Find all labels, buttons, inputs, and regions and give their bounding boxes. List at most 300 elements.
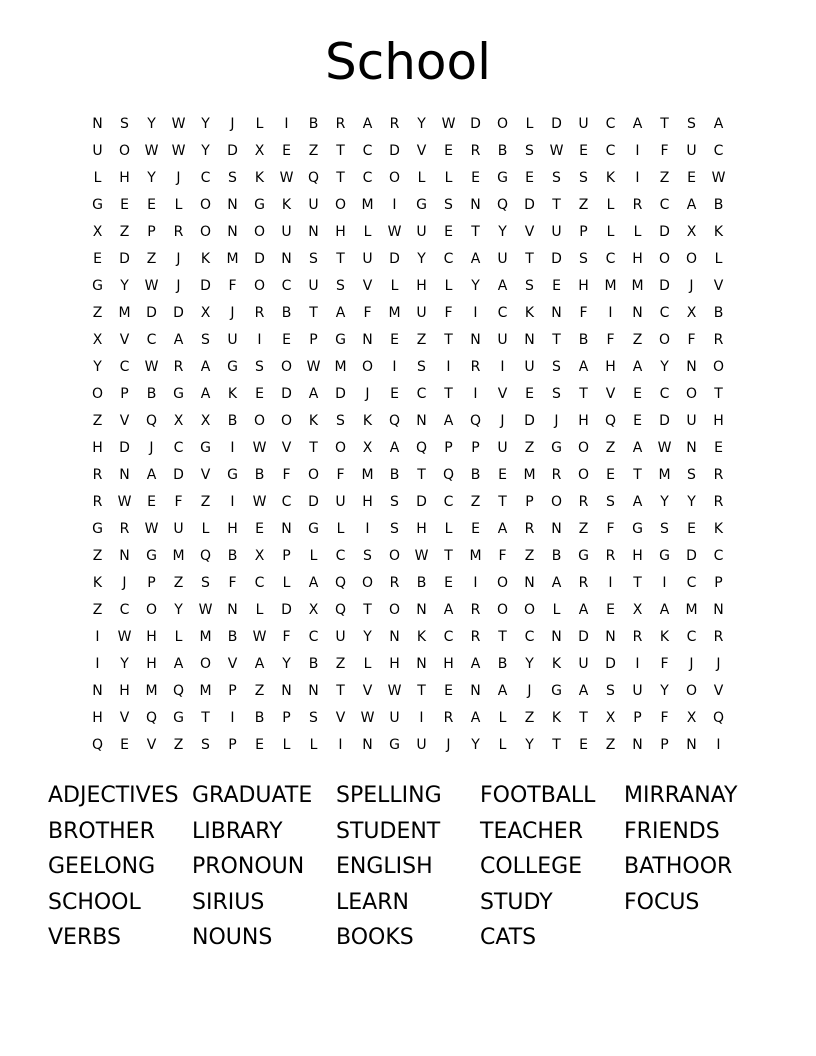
grid-letter: H — [713, 413, 724, 429]
grid-letter: K — [713, 224, 724, 240]
grid-letter: J — [365, 386, 370, 402]
grid-letter: O — [685, 251, 698, 267]
grid-letter: M — [199, 629, 212, 645]
grid-letter: C — [524, 629, 535, 645]
grid-letter: P — [147, 575, 156, 591]
grid-letter: O — [91, 386, 104, 402]
grid-letter: V — [605, 386, 616, 402]
grid-letter: H — [92, 440, 103, 456]
grid-letter: C — [713, 548, 724, 564]
grid-letter: A — [308, 386, 319, 402]
grid-letter: W — [171, 143, 186, 159]
grid-letter: V — [119, 413, 130, 429]
grid-letter: O — [199, 197, 212, 213]
grid-letter: D — [308, 494, 319, 510]
grid-letter: M — [334, 359, 347, 375]
grid-letter: Z — [524, 440, 535, 456]
grid-letter: A — [389, 440, 400, 456]
grid-letter: X — [200, 413, 211, 429]
grid-letter: H — [416, 521, 427, 537]
grid-letter: Y — [687, 494, 696, 510]
grid-letter: F — [363, 305, 372, 321]
grid-letter: R — [713, 332, 724, 348]
grid-row — [84, 165, 732, 192]
grid-letter: A — [497, 683, 508, 699]
grid-row — [84, 138, 732, 165]
grid-letter: R — [470, 602, 481, 618]
grid-letter: S — [309, 251, 318, 267]
grid-letter: G — [389, 737, 400, 753]
grid-letter: I — [392, 197, 397, 213]
grid-letter: U — [227, 332, 238, 348]
grid-letter: A — [632, 116, 643, 132]
grid-letter: N — [470, 332, 481, 348]
grid-letter: Y — [120, 656, 129, 672]
grid-letter: C — [605, 251, 616, 267]
grid-letter: D — [659, 224, 670, 240]
grid-letter: D — [551, 251, 562, 267]
grid-letter: E — [525, 170, 534, 186]
grid-letter: H — [146, 629, 157, 645]
grid-letter: L — [633, 224, 642, 240]
grid-letter: C — [416, 386, 427, 402]
grid-letter: V — [335, 710, 346, 726]
grid-letter: N — [362, 737, 373, 753]
word-list-item: GRADUATE — [192, 783, 313, 808]
grid-letter: U — [416, 737, 427, 753]
grid-letter: O — [712, 359, 725, 375]
grid-letter: B — [254, 467, 265, 483]
grid-letter: N — [632, 305, 643, 321]
grid-letter: I — [446, 359, 451, 375]
grid-letter: W — [657, 440, 672, 456]
grid-letter: A — [308, 575, 319, 591]
grid-letter: B — [227, 629, 238, 645]
grid-letter: S — [417, 359, 426, 375]
grid-letter: L — [714, 251, 723, 267]
grid-letter: A — [146, 467, 157, 483]
grid-letter: D — [119, 440, 130, 456]
word-row — [48, 778, 788, 814]
grid-letter: I — [716, 737, 721, 753]
grid-letter: Y — [174, 602, 183, 618]
grid-letter: T — [552, 737, 561, 753]
grid-letter: M — [658, 467, 671, 483]
grid-letter: B — [308, 656, 319, 672]
grid-letter: I — [500, 359, 505, 375]
grid-letter: N — [227, 197, 238, 213]
grid-letter: E — [390, 386, 399, 402]
grid-row — [84, 705, 732, 732]
grid-letter: T — [444, 386, 453, 402]
grid-letter: U — [389, 710, 400, 726]
grid-letter: X — [632, 602, 643, 618]
grid-letter: O — [334, 440, 347, 456]
grid-letter: W — [144, 359, 159, 375]
grid-letter: S — [390, 521, 399, 537]
grid-letter: Z — [416, 332, 427, 348]
grid-letter: O — [523, 602, 536, 618]
grid-letter: D — [146, 305, 157, 321]
grid-letter: H — [335, 224, 346, 240]
grid-letter: D — [659, 413, 670, 429]
grid-letter: M — [145, 683, 158, 699]
grid-letter: C — [308, 629, 319, 645]
grid-letter: R — [605, 548, 616, 564]
grid-letter: U — [632, 683, 643, 699]
grid-letter: S — [444, 197, 453, 213]
grid-letter: M — [388, 305, 401, 321]
grid-letter: E — [471, 521, 480, 537]
grid-letter: P — [714, 575, 723, 591]
grid-letter: L — [201, 521, 210, 537]
grid-letter: F — [444, 305, 453, 321]
grid-letter: A — [470, 656, 481, 672]
grid-letter: B — [497, 143, 508, 159]
grid-letter: T — [552, 197, 561, 213]
grid-letter: U — [686, 413, 697, 429]
grid-letter: A — [470, 710, 481, 726]
word-list-item: MIRRANAY — [624, 783, 738, 808]
grid-letter: E — [282, 143, 291, 159]
grid-letter: C — [173, 440, 184, 456]
grid-letter: T — [444, 332, 453, 348]
grid-letter: I — [365, 521, 370, 537]
grid-letter: X — [92, 332, 103, 348]
grid-letter: C — [335, 548, 346, 564]
grid-letter: J — [446, 737, 451, 753]
grid-letter: J — [230, 116, 235, 132]
grid-letter: U — [335, 629, 346, 645]
grid-letter: R — [524, 521, 535, 537]
grid-row — [84, 570, 732, 597]
grid-letter: T — [525, 251, 534, 267]
grid-letter: O — [334, 197, 347, 213]
grid-letter: U — [308, 278, 319, 294]
word-row — [48, 885, 788, 921]
grid-letter: Q — [496, 197, 509, 213]
grid-letter: O — [199, 224, 212, 240]
grid-letter: E — [444, 143, 453, 159]
grid-letter: E — [390, 332, 399, 348]
grid-letter: O — [388, 170, 401, 186]
grid-letter: U — [173, 521, 184, 537]
grid-row — [84, 381, 732, 408]
grid-letter: X — [605, 710, 616, 726]
grid-letter: C — [686, 575, 697, 591]
grid-letter: M — [523, 467, 536, 483]
grid-letter: G — [173, 710, 184, 726]
grid-letter: F — [498, 548, 507, 564]
grid-letter: M — [469, 548, 482, 564]
grid-letter: Y — [363, 629, 372, 645]
grid-letter: A — [551, 575, 562, 591]
grid-letter: Z — [92, 548, 103, 564]
grid-letter: G — [173, 386, 184, 402]
grid-letter: F — [687, 332, 696, 348]
grid-letter: L — [363, 224, 372, 240]
grid-letter: B — [389, 467, 400, 483]
grid-row — [84, 597, 732, 624]
grid-letter: D — [524, 197, 535, 213]
grid-letter: D — [254, 251, 265, 267]
grid-letter: F — [606, 332, 615, 348]
grid-letter: A — [686, 197, 697, 213]
grid-letter: J — [122, 575, 127, 591]
grid-letter: N — [686, 440, 697, 456]
grid-letter: R — [92, 494, 103, 510]
grid-letter: Q — [145, 413, 158, 429]
grid-letter: O — [685, 386, 698, 402]
grid-letter: G — [308, 521, 319, 537]
grid-letter: P — [579, 224, 588, 240]
grid-letter: L — [93, 170, 102, 186]
grid-letter: N — [227, 224, 238, 240]
grid-letter: T — [201, 710, 210, 726]
word-list-item: VERBS — [48, 925, 121, 951]
grid-row — [84, 543, 732, 570]
grid-letter: T — [498, 494, 507, 510]
grid-letter: W — [144, 521, 159, 537]
grid-letter: N — [389, 629, 400, 645]
grid-letter: K — [551, 656, 562, 672]
word-row — [48, 814, 788, 850]
grid-letter: I — [392, 359, 397, 375]
grid-letter: T — [633, 575, 642, 591]
grid-letter: B — [146, 386, 157, 402]
grid-letter: A — [497, 521, 508, 537]
grid-letter: C — [254, 575, 265, 591]
grid-letter: D — [416, 494, 427, 510]
grid-letter: Z — [659, 170, 670, 186]
word-list-item: ENGLISH — [336, 854, 433, 880]
grid-letter: Z — [200, 494, 211, 510]
grid-letter: J — [689, 278, 694, 294]
grid-letter: O — [496, 602, 509, 618]
grid-letter: E — [579, 143, 588, 159]
grid-letter: J — [149, 440, 154, 456]
grid-letter: N — [524, 575, 535, 591]
grid-letter: E — [147, 197, 156, 213]
grid-letter: R — [119, 521, 130, 537]
grid-letter: F — [174, 494, 183, 510]
grid-letter: O — [253, 278, 266, 294]
grid-letter: D — [524, 413, 535, 429]
grid-letter: Z — [119, 224, 130, 240]
grid-letter: W — [144, 143, 159, 159]
grid-letter: Q — [307, 170, 320, 186]
word-row — [48, 920, 788, 956]
grid-letter: E — [282, 332, 291, 348]
grid-letter: Y — [93, 359, 102, 375]
grid-letter: I — [95, 629, 100, 645]
grid-letter: S — [579, 170, 588, 186]
grid-letter: L — [309, 737, 318, 753]
word-list-item: GEELONG — [48, 854, 156, 880]
grid-letter: Q — [199, 548, 212, 564]
grid-letter: A — [659, 602, 670, 618]
grid-row — [84, 516, 732, 543]
grid-letter: N — [119, 467, 130, 483]
grid-letter: V — [713, 278, 724, 294]
grid-letter: C — [497, 305, 508, 321]
grid-letter: O — [118, 143, 131, 159]
grid-letter: I — [257, 332, 262, 348]
grid-letter: J — [527, 683, 532, 699]
grid-letter: D — [173, 467, 184, 483]
grid-letter: Z — [173, 737, 184, 753]
grid-letter: F — [579, 305, 588, 321]
grid-letter: X — [686, 305, 697, 321]
grid-letter: D — [551, 116, 562, 132]
grid-letter: Z — [92, 305, 103, 321]
grid-letter: K — [551, 710, 562, 726]
grid-letter: C — [659, 305, 670, 321]
grid-letter: K — [713, 521, 724, 537]
grid-row — [84, 732, 732, 759]
grid-letter: C — [281, 494, 292, 510]
grid-letter: W — [387, 224, 402, 240]
grid-letter: C — [362, 143, 373, 159]
grid-letter: N — [308, 683, 319, 699]
grid-letter: O — [388, 602, 401, 618]
grid-letter: C — [443, 494, 454, 510]
grid-letter: S — [579, 251, 588, 267]
grid-letter: Q — [91, 737, 104, 753]
grid-letter: W — [711, 170, 726, 186]
grid-letter: J — [230, 305, 235, 321]
grid-letter: P — [120, 386, 129, 402]
grid-letter: H — [605, 359, 616, 375]
grid-letter: L — [363, 656, 372, 672]
grid-letter: E — [120, 737, 129, 753]
grid-letter: D — [281, 386, 292, 402]
grid-letter: F — [606, 521, 615, 537]
grid-letter: K — [524, 305, 535, 321]
grid-letter: E — [255, 386, 264, 402]
grid-letter: C — [659, 386, 670, 402]
grid-letter: P — [228, 683, 237, 699]
grid-letter: H — [227, 521, 238, 537]
grid-letter: J — [176, 170, 181, 186]
word-list-item: ADJECTIVES — [48, 783, 179, 808]
grid-letter: O — [280, 359, 293, 375]
grid-letter: Z — [524, 710, 535, 726]
grid-letter: V — [146, 737, 157, 753]
grid-letter: Y — [660, 494, 669, 510]
grid-letter: O — [658, 332, 671, 348]
grid-letter: R — [713, 494, 724, 510]
grid-letter: C — [443, 629, 454, 645]
grid-letter: L — [309, 548, 318, 564]
grid-letter: X — [308, 602, 319, 618]
grid-letter: F — [282, 467, 291, 483]
grid-letter: R — [632, 197, 643, 213]
grid-row — [84, 219, 732, 246]
grid-letter: C — [281, 278, 292, 294]
grid-letter: I — [95, 656, 100, 672]
grid-letter: A — [578, 602, 589, 618]
grid-letter: V — [362, 278, 373, 294]
grid-letter: S — [336, 278, 345, 294]
grid-letter: T — [552, 332, 561, 348]
grid-letter: S — [228, 170, 237, 186]
grid-letter: Z — [524, 548, 535, 564]
grid-letter: G — [659, 548, 670, 564]
grid-letter: C — [605, 143, 616, 159]
word-list-item: FRIENDS — [624, 818, 720, 844]
grid-letter: Q — [712, 710, 725, 726]
grid-letter: W — [441, 116, 456, 132]
grid-letter: A — [443, 602, 454, 618]
grid-letter: F — [660, 710, 669, 726]
grid-letter: A — [470, 251, 481, 267]
grid-letter: K — [200, 251, 211, 267]
grid-letter: N — [713, 602, 724, 618]
word-list-item: TEACHER — [480, 818, 584, 844]
grid-letter: C — [362, 170, 373, 186]
grid-letter: H — [578, 278, 589, 294]
grid-letter: S — [309, 710, 318, 726]
grid-letter: D — [335, 386, 346, 402]
grid-letter: W — [306, 359, 321, 375]
grid-letter: B — [227, 548, 238, 564]
grid-row — [84, 300, 732, 327]
grid-letter: I — [608, 575, 613, 591]
grid-letter: I — [338, 737, 343, 753]
grid-letter: Y — [471, 737, 480, 753]
grid-letter: W — [414, 548, 429, 564]
grid-letter: A — [632, 440, 643, 456]
grid-letter: I — [230, 440, 235, 456]
grid-letter: T — [336, 251, 345, 267]
grid-letter: V — [497, 386, 508, 402]
grid-letter: N — [551, 629, 562, 645]
grid-letter: O — [577, 467, 590, 483]
grid-letter: E — [687, 170, 696, 186]
grid-letter: G — [578, 548, 589, 564]
word-list — [48, 778, 788, 956]
grid-letter: U — [362, 251, 373, 267]
grid-letter: A — [173, 656, 184, 672]
grid-letter: G — [335, 332, 346, 348]
grid-letter: B — [254, 710, 265, 726]
grid-letter: H — [389, 656, 400, 672]
grid-letter: Q — [442, 467, 455, 483]
grid-letter: K — [308, 413, 319, 429]
grid-letter: R — [470, 143, 481, 159]
grid-letter: V — [362, 683, 373, 699]
grid-letter: W — [549, 143, 564, 159]
grid-letter: L — [417, 170, 426, 186]
grid-letter: D — [578, 629, 589, 645]
grid-letter: J — [554, 413, 559, 429]
grid-letter: D — [281, 602, 292, 618]
grid-letter: S — [120, 116, 129, 132]
grid-letter: V — [281, 440, 292, 456]
word-list-item: CATS — [480, 925, 537, 951]
grid-letter: A — [200, 386, 211, 402]
grid-letter: W — [360, 710, 375, 726]
grid-letter: E — [255, 737, 264, 753]
grid-letter: T — [498, 629, 507, 645]
grid-letter: S — [525, 143, 534, 159]
grid-row — [84, 678, 732, 705]
grid-letter: C — [200, 170, 211, 186]
grid-letter: V — [524, 224, 535, 240]
grid-letter: D — [470, 116, 481, 132]
grid-letter: T — [336, 170, 345, 186]
